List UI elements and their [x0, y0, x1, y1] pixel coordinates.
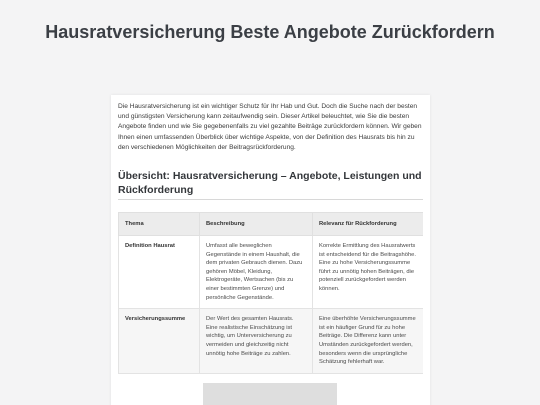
cell-relevanz: Eine überhöhte Versicherungssumme ist ein häufiger Grund für zu hohe Beiträge. Die Differenz kann unter Umständen zurückgefordert werden, besonders wenn die ursprüngliche Schätzung fehlerhaft war.: [313, 309, 424, 374]
cell-thema: Definition Hausrat: [119, 236, 200, 309]
table-row: [119, 236, 424, 309]
page-header: [0, 20, 540, 44]
cell-thema: Versicherungssumme: [119, 309, 200, 374]
table-row: [119, 309, 424, 374]
overview-table: [118, 212, 423, 374]
cell-relevanz: Korrekte Ermittlung des Hausratwerts ist entscheidend für die Beitragshöhe. Eine zu hohe Versicherungssumme führt zu unnötig hohen Beiträgen, die potenziell zurückgefordert werden können.: [313, 236, 424, 309]
bottom-overlay-bar: [203, 383, 337, 405]
column-header-beschreibung: Beschreibung: [200, 213, 313, 236]
section-divider: [118, 199, 423, 200]
cell-beschreibung: Der Wert des gesamten Hausrats. Eine realistische Einschätzung ist wichtig, um Unterversicherung zu vermeiden und gleichzeitig nicht unnötig hohe Beiträge zu zahlen.: [200, 309, 313, 374]
page-title: Hausratversicherung Beste Angebote Zurückfordern: [45, 22, 495, 42]
column-header-relevanz: Relevanz für Rückforderung: [313, 213, 424, 236]
overview-table-container: [118, 212, 423, 405]
intro-paragraph: Die Hausratversicherung ist ein wichtiger Schutz für Ihr Hab und Gut. Doch die Suche nach der besten und günstigsten Versicherung kann zeitaufwendig sein. Dieser Artikel beleuchtet, wie Sie die besten Angebote finden und wie Sie gegebenenfalls zu viel gezahlte Beiträge zurückfordern können. Wir geben Ihnen einen umfassenden Überblick über wichtige Aspekte, von der Definition des Hausrats bis hin zu den verschiedenen Möglichkeiten der Beitragsrückforderung.: [118, 103, 422, 151]
cell-beschreibung: Umfasst alle beweglichen Gegenstände in einem Haushalt, die dem privaten Gebrauch dienen. Dazu gehören Möbel, Kleidung, Elektrogeräte, Wertsachen (bis zu einer bestimmten Grenze) und persönliche Gegenstände.: [200, 236, 313, 309]
section-heading: Übersicht: Hausratversicherung – Angebote, Leistungen und Rückforderung: [118, 170, 422, 196]
column-header-thema: Thema: [119, 213, 200, 236]
table-header-row: [119, 213, 424, 236]
article-card: [111, 95, 430, 405]
